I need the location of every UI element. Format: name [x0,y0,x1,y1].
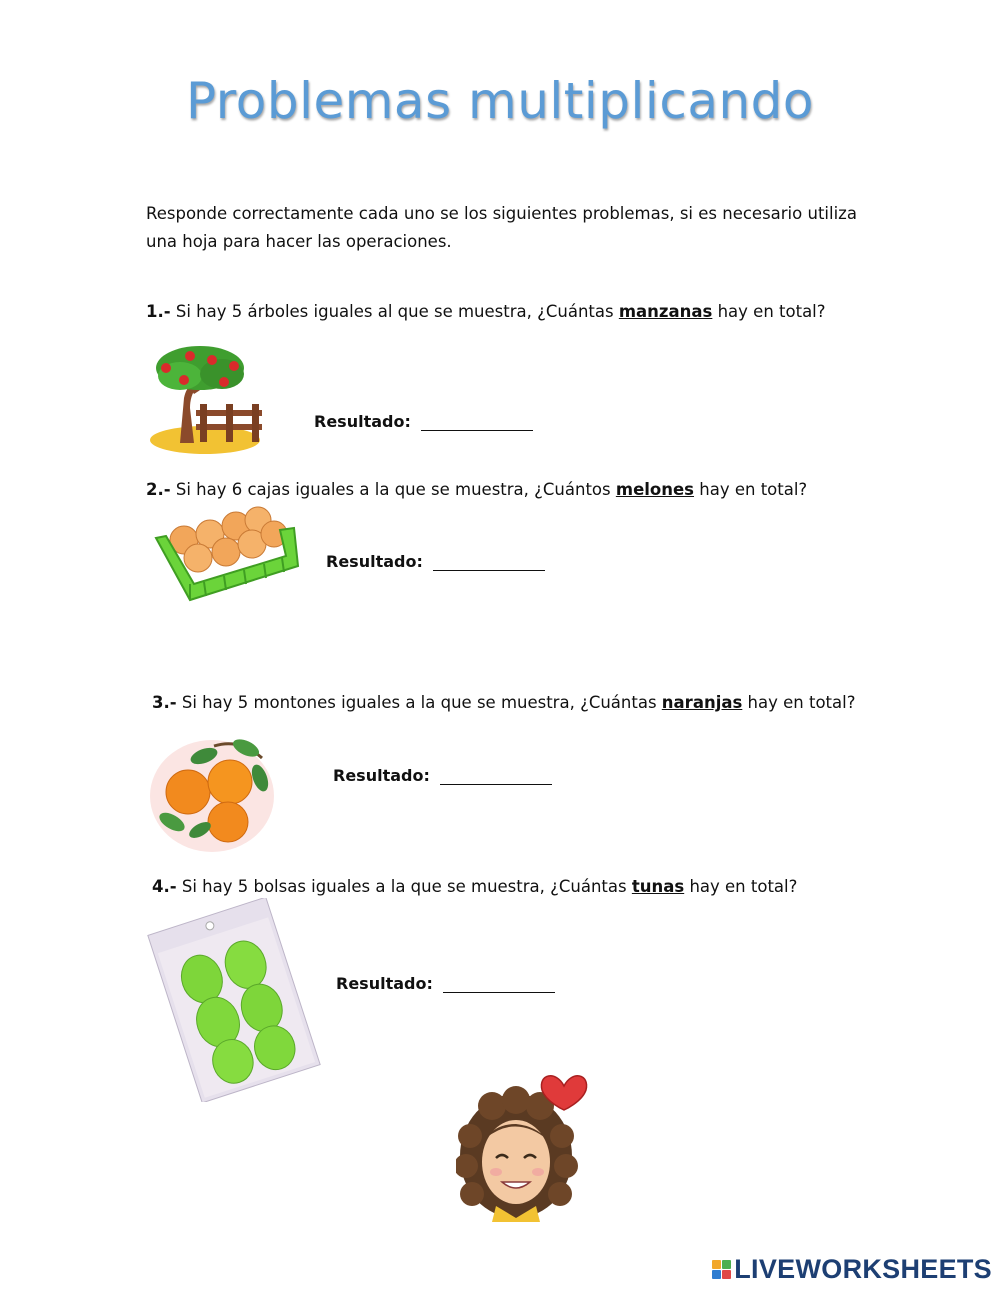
problem-number: 1.- [146,302,171,321]
question-text: hay en total? [712,302,826,321]
problem-1-question [146,302,826,321]
oranges-icon [150,734,280,854]
result-label: Resultado: [314,412,411,431]
melon-crate-icon [154,504,300,608]
keyword: melones [615,480,695,499]
answer-blank-4[interactable] [443,976,555,993]
question-text: hay en total? [742,693,856,712]
result-field-1 [314,412,533,431]
answer-blank-1[interactable] [421,414,533,431]
result-field-3 [333,766,552,785]
prickly-pear-bag-icon [142,898,326,1102]
answer-blank-3[interactable] [440,768,552,785]
answer-blank-2[interactable] [433,554,545,571]
teacher-avatar-icon [456,1066,592,1222]
question-text: Si hay 5 bolsas iguales a la que se muestra, ¿Cuántas [176,877,632,896]
problem-4-question [152,877,797,896]
keyword: tunas [631,877,685,896]
question-text: hay en total? [684,877,798,896]
apple-tree-icon [150,338,270,458]
brand-name: LIVEWORKSHEETS [734,1254,992,1284]
result-label: Resultado: [333,766,430,785]
question-text: Si hay 5 montones iguales a la que se muestra, ¿Cuántas [176,693,662,712]
result-field-4 [336,974,555,993]
problem-number: 4.- [152,877,177,896]
question-text: hay en total? [694,480,808,499]
keyword: manzanas [618,302,713,321]
question-text: Si hay 6 cajas iguales a la que se muestra, ¿Cuántos [170,480,616,499]
problem-number: 3.- [152,693,177,712]
keyword: naranjas [661,693,743,712]
liveworksheets-logo-icon [712,1260,731,1279]
problem-2-question [146,480,807,499]
page-title: Problemas multiplicando [186,72,814,130]
result-label: Resultado: [326,552,423,571]
problem-number: 2.- [146,480,171,499]
result-field-2 [326,552,545,571]
question-text: Si hay 5 árboles iguales al que se muestra, ¿Cuántas [170,302,619,321]
result-label: Resultado: [336,974,433,993]
liveworksheets-brand [712,1254,992,1285]
instructions: Responde correctamente cada uno se los siguientes problemas, si es necesario utiliza una hoja para hacer las operaciones. [146,204,857,251]
problem-3-question [152,693,855,712]
